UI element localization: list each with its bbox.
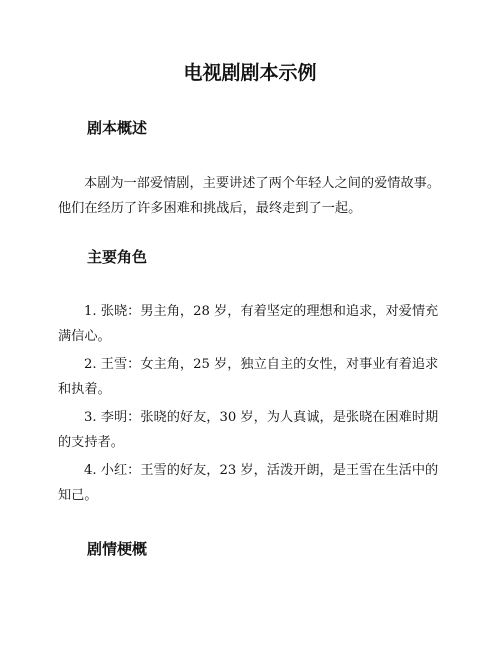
- section-heading-synopsis: 剧情梗概: [87, 540, 148, 558]
- character-item-2: 2. 王雪：女主角，25 岁，独立自主的女性，对事业有着追求和执着。: [58, 357, 439, 397]
- section-heading-characters: 主要角色: [87, 248, 148, 266]
- character-item-1: 1. 张晓：男主角，28 岁，有着坚定的理想和追求，对爱情充满信心。: [58, 304, 439, 344]
- document-title: 电视剧剧本示例: [183, 62, 317, 84]
- character-item-3: 3. 李明：张晓的好友，30 岁，为人真诚，是张晓在困难时期的支持者。: [58, 410, 439, 450]
- section-heading-overview: 剧本概述: [87, 119, 148, 137]
- character-item-4: 4. 小红：王雪的好友，23 岁，活泼开朗，是王雪在生活中的知己。: [58, 463, 439, 503]
- overview-paragraph: 本剧为一部爱情剧，主要讲述了两个年轻人之间的爱情故事。他们在经历了许多困难和挑战后，最终走到了一起。: [58, 176, 441, 216]
